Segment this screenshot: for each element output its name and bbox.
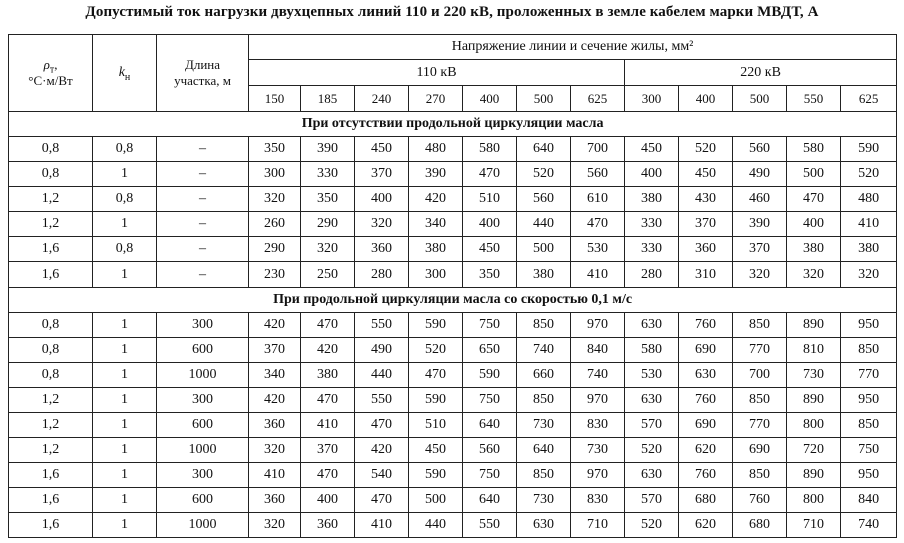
table-cell: 320 bbox=[249, 187, 301, 212]
header-voltage-group: Напряжение линии и сечение жилы, мм² bbox=[249, 35, 897, 60]
table-cell: 400 bbox=[463, 212, 517, 237]
table-cell: 850 bbox=[841, 412, 897, 437]
table-cell: 850 bbox=[517, 463, 571, 488]
header-110kv: 110 кВ bbox=[249, 60, 625, 86]
table-cell: 890 bbox=[787, 387, 841, 412]
table-cell: 380 bbox=[301, 362, 355, 387]
table-cell: 760 bbox=[679, 312, 733, 337]
table-cell: 720 bbox=[787, 438, 841, 463]
k-symbol: k bbox=[118, 65, 125, 80]
table-cell: 440 bbox=[517, 212, 571, 237]
section-110-150: 150 bbox=[249, 86, 301, 112]
table-cell: 840 bbox=[841, 488, 897, 513]
table-cell: 470 bbox=[571, 212, 625, 237]
section-110-400: 400 bbox=[463, 86, 517, 112]
table-cell: – bbox=[157, 162, 249, 187]
table-cell: 570 bbox=[625, 412, 679, 437]
table-cell: 520 bbox=[679, 137, 733, 162]
table-row bbox=[9, 438, 897, 463]
table-cell: 630 bbox=[679, 362, 733, 387]
section-220-400: 400 bbox=[679, 86, 733, 112]
table-cell: 1 bbox=[93, 463, 157, 488]
table-cell: 0,8 bbox=[93, 187, 157, 212]
table-cell: 0,8 bbox=[93, 137, 157, 162]
table-cell: 300 bbox=[157, 387, 249, 412]
table-cell: 600 bbox=[157, 488, 249, 513]
rho-sub: т bbox=[49, 64, 55, 76]
table-cell: 420 bbox=[249, 387, 301, 412]
table-row bbox=[9, 513, 897, 538]
table-cell: 830 bbox=[571, 488, 625, 513]
table-cell: 360 bbox=[249, 488, 301, 513]
table-cell: 470 bbox=[301, 312, 355, 337]
table-cell: 320 bbox=[249, 438, 301, 463]
table-cell: 390 bbox=[301, 137, 355, 162]
table-row bbox=[9, 237, 897, 262]
table-cell: 560 bbox=[571, 162, 625, 187]
table-cell: 640 bbox=[463, 412, 517, 437]
table-cell: 550 bbox=[355, 387, 409, 412]
section-220-500: 500 bbox=[733, 86, 787, 112]
table-cell: 560 bbox=[733, 137, 787, 162]
table-cell: 1 bbox=[93, 513, 157, 538]
table-cell: 380 bbox=[841, 237, 897, 262]
table-cell: 1 bbox=[93, 387, 157, 412]
table-cell: 340 bbox=[409, 212, 463, 237]
table-row bbox=[9, 488, 897, 513]
table-cell: 500 bbox=[787, 162, 841, 187]
table-cell: 330 bbox=[625, 212, 679, 237]
table-cell: 470 bbox=[355, 412, 409, 437]
table-cell: 420 bbox=[409, 187, 463, 212]
table-cell: 810 bbox=[787, 337, 841, 362]
table-cell: 490 bbox=[355, 337, 409, 362]
table-cell: – bbox=[157, 187, 249, 212]
table-cell: 750 bbox=[841, 438, 897, 463]
section-110-625: 625 bbox=[571, 86, 625, 112]
section-110-240: 240 bbox=[355, 86, 409, 112]
table-cell: 0,8 bbox=[9, 137, 93, 162]
table-row bbox=[9, 337, 897, 362]
table-cell: 850 bbox=[733, 463, 787, 488]
table-cell: 0,8 bbox=[9, 362, 93, 387]
table-cell: 0,8 bbox=[9, 312, 93, 337]
table-row bbox=[9, 387, 897, 412]
table-cell: 690 bbox=[679, 337, 733, 362]
table-cell: 310 bbox=[679, 262, 733, 287]
table-cell: 680 bbox=[733, 513, 787, 538]
table-cell: 280 bbox=[625, 262, 679, 287]
table-cell: 420 bbox=[249, 312, 301, 337]
section-1-body bbox=[9, 112, 897, 288]
table-title: Допустимый ток нагрузки двухцепных линий 110 и 220 кВ, проложенных в земле кабелем марки МВДТ, А bbox=[85, 4, 819, 20]
rho-symbol: ρ bbox=[43, 57, 50, 72]
table-cell: 520 bbox=[409, 337, 463, 362]
table-cell: 450 bbox=[355, 137, 409, 162]
table-cell: 590 bbox=[409, 463, 463, 488]
table-cell: 1 bbox=[93, 362, 157, 387]
table-cell: 740 bbox=[517, 337, 571, 362]
table-cell: 970 bbox=[571, 463, 625, 488]
table-row bbox=[9, 463, 897, 488]
table-cell: 620 bbox=[679, 513, 733, 538]
table-cell: 520 bbox=[625, 438, 679, 463]
table-cell: 1 bbox=[93, 488, 157, 513]
table-cell: 480 bbox=[409, 137, 463, 162]
table-cell: 290 bbox=[301, 212, 355, 237]
table-cell: 350 bbox=[301, 187, 355, 212]
table-cell: 420 bbox=[355, 438, 409, 463]
table-cell: 710 bbox=[571, 513, 625, 538]
table-cell: 440 bbox=[409, 513, 463, 538]
table-cell: 430 bbox=[679, 187, 733, 212]
table-cell: 890 bbox=[787, 312, 841, 337]
table-cell: 840 bbox=[571, 337, 625, 362]
table-cell: 520 bbox=[625, 513, 679, 538]
table-cell: 320 bbox=[733, 262, 787, 287]
table-cell: 630 bbox=[625, 312, 679, 337]
table-cell: 500 bbox=[517, 237, 571, 262]
table-row bbox=[9, 262, 897, 287]
table-cell: 580 bbox=[787, 137, 841, 162]
table-cell: 410 bbox=[841, 212, 897, 237]
table-row bbox=[9, 212, 897, 237]
table-cell: 970 bbox=[571, 312, 625, 337]
table-cell: 600 bbox=[157, 412, 249, 437]
table-cell: 760 bbox=[679, 463, 733, 488]
table-cell: 280 bbox=[355, 262, 409, 287]
table-cell: 400 bbox=[787, 212, 841, 237]
table-cell: 890 bbox=[787, 463, 841, 488]
table-cell: 630 bbox=[625, 463, 679, 488]
table-cell: 1,2 bbox=[9, 387, 93, 412]
table-cell: 700 bbox=[571, 137, 625, 162]
section-2-body bbox=[9, 287, 897, 538]
table-cell: 750 bbox=[463, 463, 517, 488]
table-cell: 730 bbox=[517, 488, 571, 513]
table-cell: 460 bbox=[733, 187, 787, 212]
table-cell: 0,8 bbox=[9, 162, 93, 187]
table-cell: 350 bbox=[463, 262, 517, 287]
table-cell: 580 bbox=[463, 137, 517, 162]
table-cell: 1,6 bbox=[9, 488, 93, 513]
table-cell: 250 bbox=[301, 262, 355, 287]
table-cell: 1,6 bbox=[9, 463, 93, 488]
table-cell: 470 bbox=[409, 362, 463, 387]
table-cell: 470 bbox=[355, 488, 409, 513]
table-cell: 740 bbox=[571, 362, 625, 387]
rho-suffix: , bbox=[54, 57, 58, 72]
table-cell: 340 bbox=[249, 362, 301, 387]
table-cell: 690 bbox=[679, 412, 733, 437]
table-cell: 300 bbox=[157, 312, 249, 337]
table-cell: 320 bbox=[355, 212, 409, 237]
table-cell: 630 bbox=[517, 513, 571, 538]
table-row bbox=[9, 137, 897, 162]
table-cell: 1 bbox=[93, 262, 157, 287]
table-cell: 850 bbox=[517, 312, 571, 337]
table-cell: 950 bbox=[841, 387, 897, 412]
table-cell: 1,2 bbox=[9, 187, 93, 212]
table-cell: 230 bbox=[249, 262, 301, 287]
table-cell: 370 bbox=[355, 162, 409, 187]
table-cell: 1000 bbox=[157, 362, 249, 387]
table-cell: 0,8 bbox=[9, 337, 93, 362]
table-cell: 450 bbox=[625, 137, 679, 162]
table-cell: – bbox=[157, 212, 249, 237]
table-cell: 300 bbox=[157, 463, 249, 488]
section-220-300: 300 bbox=[625, 86, 679, 112]
table-cell: 600 bbox=[157, 337, 249, 362]
table-cell: 360 bbox=[355, 237, 409, 262]
table-cell: – bbox=[157, 137, 249, 162]
table-cell: 660 bbox=[517, 362, 571, 387]
table-cell: 1,2 bbox=[9, 212, 93, 237]
table-cell: 1,6 bbox=[9, 513, 93, 538]
table-cell: 470 bbox=[301, 463, 355, 488]
table-cell: 330 bbox=[625, 237, 679, 262]
table-cell: 1 bbox=[93, 312, 157, 337]
table-cell: 530 bbox=[625, 362, 679, 387]
table-cell: 550 bbox=[355, 312, 409, 337]
header-220kv: 220 кВ bbox=[625, 60, 897, 86]
table-cell: 950 bbox=[841, 463, 897, 488]
section-220-625: 625 bbox=[841, 86, 897, 112]
table-cell: 590 bbox=[409, 312, 463, 337]
table-cell: 560 bbox=[463, 438, 517, 463]
table-cell: 560 bbox=[517, 187, 571, 212]
table-cell: 730 bbox=[517, 412, 571, 437]
table-cell: 0,8 bbox=[93, 237, 157, 262]
table-cell: 770 bbox=[841, 362, 897, 387]
section-2-title: При продольной циркуляции масла со скоростью 0,1 м/с bbox=[9, 287, 897, 312]
table-cell: 450 bbox=[679, 162, 733, 187]
table-cell: 370 bbox=[301, 438, 355, 463]
length-line2: участка, м bbox=[174, 73, 231, 88]
section-1-title: При отсутствии продольной циркуляции масла bbox=[9, 112, 897, 137]
table-cell: 410 bbox=[571, 262, 625, 287]
table-cell: 320 bbox=[301, 237, 355, 262]
table-cell: 380 bbox=[409, 237, 463, 262]
table-cell: 360 bbox=[679, 237, 733, 262]
table-cell: 620 bbox=[679, 438, 733, 463]
table-cell: 950 bbox=[841, 312, 897, 337]
table-cell: 400 bbox=[301, 488, 355, 513]
table-cell: 300 bbox=[249, 162, 301, 187]
table-cell: 850 bbox=[733, 387, 787, 412]
header-rho bbox=[9, 35, 93, 112]
table-cell: 590 bbox=[841, 137, 897, 162]
rho-unit: °С·м/Вт bbox=[28, 73, 73, 88]
table-cell: 530 bbox=[571, 237, 625, 262]
table-cell: 320 bbox=[249, 513, 301, 538]
table-cell: 260 bbox=[249, 212, 301, 237]
table-cell: 540 bbox=[355, 463, 409, 488]
table-cell: 760 bbox=[679, 387, 733, 412]
table-cell: 380 bbox=[787, 237, 841, 262]
table-cell: 630 bbox=[625, 387, 679, 412]
table-cell: 380 bbox=[625, 187, 679, 212]
table-cell: 550 bbox=[463, 513, 517, 538]
table-cell: 1,6 bbox=[9, 237, 93, 262]
table-cell: 320 bbox=[787, 262, 841, 287]
table-cell: 580 bbox=[625, 337, 679, 362]
table-cell: 690 bbox=[733, 438, 787, 463]
table-cell: 420 bbox=[301, 337, 355, 362]
table-cell: 470 bbox=[787, 187, 841, 212]
table-cell: 1000 bbox=[157, 438, 249, 463]
table-cell: 410 bbox=[249, 463, 301, 488]
table-cell: 400 bbox=[355, 187, 409, 212]
table-row bbox=[9, 187, 897, 212]
length-line1: Длина bbox=[184, 57, 221, 72]
table-cell: 520 bbox=[517, 162, 571, 187]
table-cell: 700 bbox=[733, 362, 787, 387]
table-cell: 410 bbox=[355, 513, 409, 538]
table-cell: 640 bbox=[517, 438, 571, 463]
table-cell: 1 bbox=[93, 412, 157, 437]
table-cell: 590 bbox=[409, 387, 463, 412]
table-cell: 640 bbox=[517, 137, 571, 162]
table-cell: 370 bbox=[733, 237, 787, 262]
table-cell: 330 bbox=[301, 162, 355, 187]
k-sub: н bbox=[124, 71, 131, 83]
section-110-500: 500 bbox=[517, 86, 571, 112]
header-length bbox=[157, 35, 249, 112]
table-cell: 360 bbox=[249, 412, 301, 437]
table-row bbox=[9, 362, 897, 387]
table-cell: 800 bbox=[787, 488, 841, 513]
table-cell: 440 bbox=[355, 362, 409, 387]
table-cell: 520 bbox=[841, 162, 897, 187]
table-cell: 1,2 bbox=[9, 412, 93, 437]
header-k bbox=[93, 35, 157, 112]
table-row bbox=[9, 312, 897, 337]
table-cell: 370 bbox=[249, 337, 301, 362]
table-cell: 320 bbox=[841, 262, 897, 287]
section-220-550: 550 bbox=[787, 86, 841, 112]
table-cell: 390 bbox=[409, 162, 463, 187]
table-cell: 970 bbox=[571, 387, 625, 412]
table-cell: 350 bbox=[249, 137, 301, 162]
table-cell: 400 bbox=[625, 162, 679, 187]
table-cell: 1 bbox=[93, 337, 157, 362]
table-cell: 1000 bbox=[157, 513, 249, 538]
table-cell: 1,2 bbox=[9, 438, 93, 463]
section-110-185: 185 bbox=[301, 86, 355, 112]
table-cell: 450 bbox=[409, 438, 463, 463]
table-row bbox=[9, 412, 897, 437]
table-cell: 760 bbox=[733, 488, 787, 513]
table-cell: 710 bbox=[787, 513, 841, 538]
table-cell: – bbox=[157, 262, 249, 287]
table-row bbox=[9, 162, 897, 187]
table-cell: 1,6 bbox=[9, 262, 93, 287]
table-cell: 680 bbox=[679, 488, 733, 513]
table-cell: 470 bbox=[463, 162, 517, 187]
table-cell: 300 bbox=[409, 262, 463, 287]
table-cell: 380 bbox=[517, 262, 571, 287]
table-cell: 290 bbox=[249, 237, 301, 262]
table-cell: 510 bbox=[463, 187, 517, 212]
table-cell: 450 bbox=[463, 237, 517, 262]
table-cell: 850 bbox=[841, 337, 897, 362]
table-cell: 500 bbox=[409, 488, 463, 513]
table-cell: 750 bbox=[463, 312, 517, 337]
table-cell: 770 bbox=[733, 337, 787, 362]
table-cell: 390 bbox=[733, 212, 787, 237]
table-cell: 770 bbox=[733, 412, 787, 437]
table-cell: 850 bbox=[733, 312, 787, 337]
table-cell: 750 bbox=[463, 387, 517, 412]
table-cell: 850 bbox=[517, 387, 571, 412]
table-cell: 360 bbox=[301, 513, 355, 538]
table-cell: 640 bbox=[463, 488, 517, 513]
section-110-270: 270 bbox=[409, 86, 463, 112]
table-cell: 470 bbox=[301, 387, 355, 412]
table-cell: 800 bbox=[787, 412, 841, 437]
table-cell: 590 bbox=[463, 362, 517, 387]
table-cell: 740 bbox=[841, 513, 897, 538]
table-cell: 1 bbox=[93, 162, 157, 187]
table-cell: 730 bbox=[787, 362, 841, 387]
table-cell: 370 bbox=[679, 212, 733, 237]
table-cell: 730 bbox=[571, 438, 625, 463]
table-cell: 1 bbox=[93, 438, 157, 463]
table-cell: 490 bbox=[733, 162, 787, 187]
table-cell: 410 bbox=[301, 412, 355, 437]
table-cell: 1 bbox=[93, 212, 157, 237]
table-cell: 830 bbox=[571, 412, 625, 437]
table-cell: 650 bbox=[463, 337, 517, 362]
table-cell: 570 bbox=[625, 488, 679, 513]
table-cell: 480 bbox=[841, 187, 897, 212]
table-cell: 610 bbox=[571, 187, 625, 212]
table-cell: – bbox=[157, 237, 249, 262]
table-cell: 510 bbox=[409, 412, 463, 437]
current-table bbox=[8, 34, 897, 538]
